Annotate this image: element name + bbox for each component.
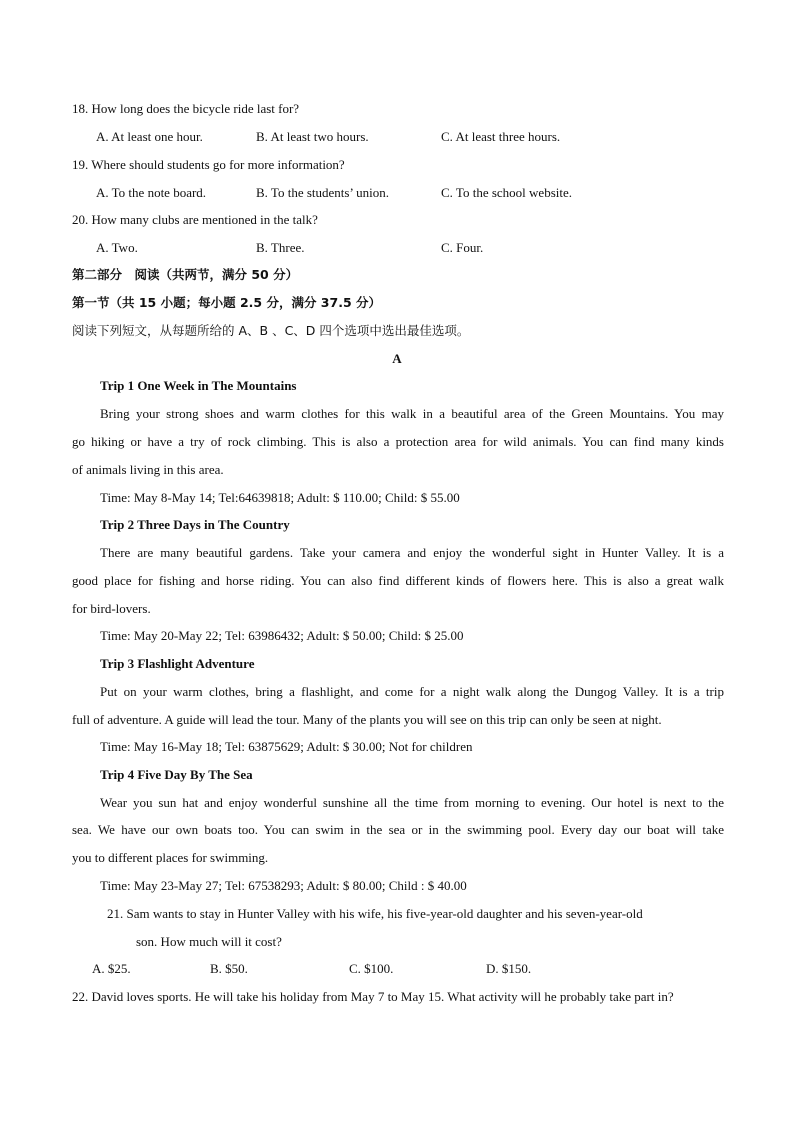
question-19-stem: 19. Where should students go for more information? bbox=[72, 157, 345, 172]
subsection-title: 第一节（共 15 小题；每小题 2.5 分，满分 37.5 分） bbox=[72, 295, 381, 310]
trip-1-info: Time: May 8-May 14; Tel:64639818; Adult: $ 110.00; Child: $ 55.00 bbox=[100, 490, 460, 505]
trip-3-info: Time: May 16-May 18; Tel: 63875629; Adult: $ 30.00; Not for children bbox=[100, 739, 473, 754]
question-21-option-c: C. $100. bbox=[349, 961, 394, 976]
trip-4-info: Time: May 23-May 27; Tel: 67538293; Adult: $ 80.00; Child : $ 40.00 bbox=[100, 878, 467, 893]
part-title: 第二部分 阅读（共两节，满分 50 分） bbox=[72, 267, 299, 282]
question-20-option-c: C. Four. bbox=[441, 240, 484, 255]
question-18-option-a: A. At least one hour. bbox=[96, 129, 203, 144]
trip-2-line-1: There are many beautiful gardens. Take your camera and enjoy the wonderful sight in Hunter Valley. It is a bbox=[100, 545, 724, 560]
trip-2-line-2: good place for fishing and horse riding. You can also find different kinds of flowers here. This is also a great walk bbox=[72, 573, 724, 588]
question-21-option-d: D. $150. bbox=[486, 961, 532, 976]
question-22-stem: 22. David loves sports. He will take his holiday from May 7 to May 15. What activity will he probably take part in? bbox=[72, 989, 674, 1004]
question-20-stem: 20. How many clubs are mentioned in the talk? bbox=[72, 212, 318, 227]
question-21-stem-line-1: 21. Sam wants to stay in Hunter Valley with his wife, his five-year-old daughter and his seven-year-old bbox=[107, 906, 643, 921]
question-18-option-c: C. At least three hours. bbox=[441, 129, 561, 144]
question-20-option-a: A. Two. bbox=[96, 240, 138, 255]
trip-2-line-3: for bird-lovers. bbox=[72, 601, 151, 616]
trip-4-line-3: you to different places for swimming. bbox=[72, 850, 269, 865]
trip-3-line-2: full of adventure. A guide will lead the tour. Many of the plants you will see on this trip can only be seen at night. bbox=[72, 712, 662, 727]
question-18-option-b: B. At least two hours. bbox=[256, 129, 369, 144]
trip-1-title: Trip 1 One Week in The Mountains bbox=[100, 378, 297, 393]
trip-2-info: Time: May 20-May 22; Tel: 63986432; Adult: $ 50.00; Child: $ 25.00 bbox=[100, 628, 464, 643]
question-19-option-b: B. To the students’ union. bbox=[256, 185, 389, 200]
question-21-stem-line-2: son. How much will it cost? bbox=[136, 934, 282, 949]
question-21-option-b: B. $50. bbox=[210, 961, 248, 976]
trip-3-line-1: Put on your warm clothes, bring a flashlight, and come for a night walk along the Dungog Valley. It is a trip bbox=[100, 684, 724, 699]
question-20-option-b: B. Three. bbox=[256, 240, 305, 255]
trip-3-title: Trip 3 Flashlight Adventure bbox=[100, 656, 255, 671]
trip-1-line-2: go hiking or have a try of rock climbing. This is also a protection area for wild animals. You can find many kinds bbox=[72, 434, 724, 449]
question-19-option-a: A. To the note board. bbox=[96, 185, 207, 200]
trip-4-title: Trip 4 Five Day By The Sea bbox=[100, 767, 253, 782]
trip-2-title: Trip 2 Three Days in The Country bbox=[100, 517, 290, 532]
trip-1-line-3: of animals living in this area. bbox=[72, 462, 224, 477]
reading-instruction: 阅读下列短文，从每题所给的 A、B 、C、D 四个选项中选出最佳选项。 bbox=[72, 323, 470, 338]
trip-4-line-1: Wear you sun hat and enjoy wonderful sunshine all the time from morning to evening. Our hotel is next to the bbox=[100, 795, 724, 810]
question-18-stem: 18. How long does the bicycle ride last for? bbox=[72, 101, 300, 116]
trip-1-line-1: Bring your strong shoes and warm clothes for this walk in a beautiful area of the Green Mountains. You may bbox=[100, 406, 724, 421]
question-19-option-c: C. To the school website. bbox=[441, 185, 573, 200]
passage-label: A bbox=[392, 351, 402, 366]
trip-4-line-2: sea. We have our own boats too. You can swim in the sea or in the swimming pool. Every day our boat will take bbox=[72, 822, 724, 837]
question-21-option-a: A. $25. bbox=[92, 961, 131, 976]
